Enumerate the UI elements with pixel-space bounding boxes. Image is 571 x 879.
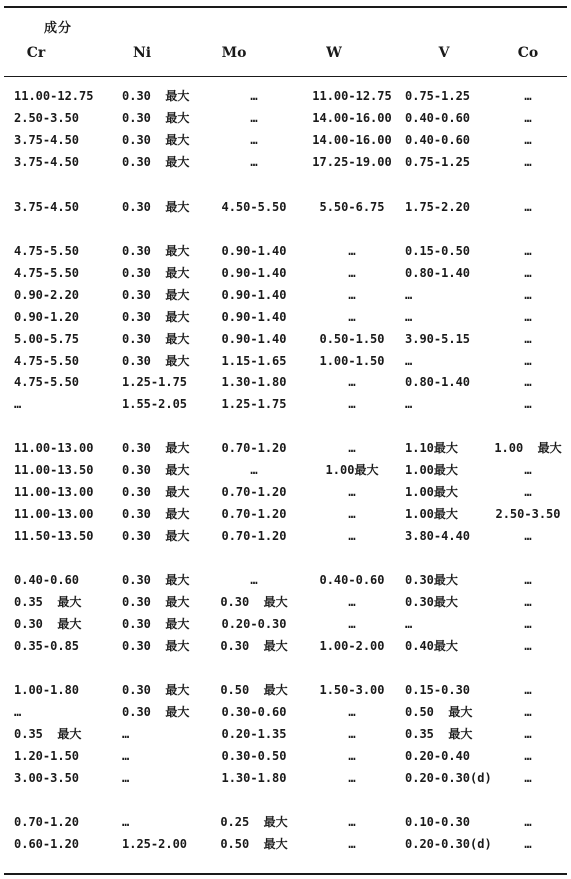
table-cell-cr: 0.35-0.85 — [14, 639, 80, 653]
table-cell-w: … — [348, 815, 356, 829]
table-cell-v: 0.40-0.60 — [405, 111, 471, 125]
table-cell-co: 2.50-3.50 — [495, 507, 561, 521]
table-cell-v: 1.00最大 — [405, 485, 458, 499]
table-cell-ni: 0.30 最大 — [122, 200, 190, 214]
table-cell-cr: … — [14, 397, 22, 411]
table-cell-co: … — [524, 485, 532, 499]
table-cell-ni: 0.30 最大 — [122, 310, 190, 324]
table-cell-mo: 0.90-1.40 — [221, 266, 287, 280]
table-cell-mo: 1.30-1.80 — [221, 375, 287, 389]
table-cell-mo: 0.70-1.20 — [221, 507, 287, 521]
table-cell-co: … — [524, 155, 532, 169]
table-cell-mo: … — [250, 155, 258, 169]
table-cell-ni: 0.30 最大 — [122, 683, 190, 697]
table-cell-cr: 4.75-5.50 — [14, 354, 80, 368]
table-cell-v: 0.15-0.30 — [405, 683, 471, 697]
table-cell-ni: 0.30 最大 — [122, 639, 190, 653]
table-cell-mo: … — [250, 133, 258, 147]
table-row — [0, 263, 571, 283]
table-row — [0, 285, 571, 305]
table-cell-co: … — [524, 288, 532, 302]
table-cell-mo: 0.25 最大 — [220, 815, 288, 829]
table-cell-w: 5.50-6.75 — [319, 200, 385, 214]
table-bottom-rule — [4, 873, 567, 875]
table-cell-cr: 3.75-4.50 — [14, 200, 80, 214]
table-cell-cr: 2.50-3.50 — [14, 111, 80, 125]
column-header-cr: Cr — [26, 45, 46, 61]
table-cell-co: … — [524, 815, 532, 829]
table-row — [0, 460, 571, 480]
table-cell-w: … — [348, 441, 356, 455]
table-cell-w: … — [348, 705, 356, 719]
table-cell-w: … — [348, 375, 356, 389]
table-row — [0, 592, 571, 612]
table-row — [0, 108, 571, 128]
table-cell-cr: 11.00-13.00 — [14, 485, 94, 499]
table-cell-w: 11.00-12.75 — [312, 89, 392, 103]
table-cell-ni: 0.30 最大 — [122, 595, 190, 609]
table-cell-co: … — [524, 837, 532, 851]
table-cell-v: 0.40-0.60 — [405, 133, 471, 147]
table-row — [0, 241, 571, 261]
table-row — [0, 504, 571, 524]
table-row — [0, 614, 571, 634]
table-row — [0, 636, 571, 656]
table-cell-w: … — [348, 617, 356, 631]
table-cell-w: 1.00-2.00 — [319, 639, 385, 653]
table-cell-cr: 0.35 最大 — [14, 727, 82, 741]
table-cell-ni: 0.30 最大 — [122, 133, 190, 147]
table-cell-v: 0.75-1.25 — [405, 155, 471, 169]
table-cell-v: 0.50 最大 — [405, 705, 473, 719]
table-cell-ni: 0.30 最大 — [122, 573, 190, 587]
table-cell-v: … — [405, 354, 413, 368]
table-row — [0, 351, 571, 371]
table-cell-ni: 0.30 最大 — [122, 155, 190, 169]
table-cell-ni: 0.30 最大 — [122, 507, 190, 521]
table-cell-mo: 4.50-5.50 — [221, 200, 287, 214]
table-row — [0, 812, 571, 832]
table-cell-v: … — [405, 397, 413, 411]
table-cell-v: … — [405, 288, 413, 302]
table-cell-v: 0.15-0.50 — [405, 244, 471, 258]
table-cell-mo: 1.25-1.75 — [221, 397, 287, 411]
table-cell-w: … — [348, 727, 356, 741]
table-cell-v: 0.40最大 — [405, 639, 458, 653]
table-cell-v: 0.20-0.30(d) — [405, 771, 492, 785]
table-cell-ni: 0.30 最大 — [122, 705, 190, 719]
table-row — [0, 130, 571, 150]
table-cell-ni: 0.30 最大 — [122, 244, 190, 258]
table-cell-cr: 0.40-0.60 — [14, 573, 80, 587]
table-cell-co: … — [524, 639, 532, 653]
table-cell-v: … — [405, 310, 413, 324]
table-cell-ni: 1.25-1.75 — [122, 375, 188, 389]
table-cell-ni: … — [122, 727, 130, 741]
table-cell-w: 0.40-0.60 — [319, 573, 385, 587]
table-cell-co: … — [524, 354, 532, 368]
table-cell-cr: 3.00-3.50 — [14, 771, 80, 785]
table-row — [0, 372, 571, 392]
table-cell-cr: 5.00-5.75 — [14, 332, 80, 346]
table-cell-co: 1.00 最大 — [494, 441, 562, 455]
table-cell-co: … — [524, 705, 532, 719]
table-cell-mo: 0.20-0.30 — [221, 617, 287, 631]
table-row — [0, 746, 571, 766]
table-cell-v: 0.80-1.40 — [405, 375, 471, 389]
table-cell-v: 1.00最大 — [405, 463, 458, 477]
table-cell-cr: 11.00-13.00 — [14, 441, 94, 455]
table-cell-mo: 0.50 最大 — [220, 837, 288, 851]
table-cell-ni: … — [122, 749, 130, 763]
table-row — [0, 724, 571, 744]
table-cell-w: … — [348, 485, 356, 499]
table-cell-co: … — [524, 529, 532, 543]
table-cell-cr: 1.00-1.80 — [14, 683, 80, 697]
table-cell-ni: 0.30 最大 — [122, 89, 190, 103]
table-cell-w: 1.50-3.00 — [319, 683, 385, 697]
table-cell-ni: 0.30 最大 — [122, 266, 190, 280]
table-cell-ni: 0.30 最大 — [122, 617, 190, 631]
table-cell-co: … — [524, 463, 532, 477]
table-cell-mo: 0.90-1.40 — [221, 332, 287, 346]
column-header-v: V — [438, 45, 450, 61]
table-cell-w: … — [348, 244, 356, 258]
table-cell-w: … — [348, 310, 356, 324]
table-cell-co: … — [524, 727, 532, 741]
table-cell-co: … — [524, 310, 532, 324]
column-header-w: W — [326, 45, 342, 61]
table-cell-w: 0.50-1.50 — [319, 332, 385, 346]
table-cell-cr: 4.75-5.50 — [14, 266, 80, 280]
table-cell-w: 1.00-1.50 — [319, 354, 385, 368]
table-cell-cr: 11.00-12.75 — [14, 89, 94, 103]
table-cell-v: 0.10-0.30 — [405, 815, 471, 829]
table-cell-ni: … — [122, 771, 130, 785]
table-cell-cr: 4.75-5.50 — [14, 244, 80, 258]
table-cell-ni: 0.30 最大 — [122, 288, 190, 302]
table-cell-w: … — [348, 397, 356, 411]
table-cell-v: 3.90-5.15 — [405, 332, 471, 346]
table-row — [0, 197, 571, 217]
table-cell-w: 14.00-16.00 — [312, 133, 392, 147]
table-cell-mo: 1.30-1.80 — [221, 771, 287, 785]
table-cell-w: … — [348, 595, 356, 609]
table-cell-mo: 0.20-1.35 — [221, 727, 287, 741]
column-header-ni: Ni — [132, 45, 152, 61]
table-cell-mo: 0.90-1.40 — [221, 310, 287, 324]
table-cell-v: 0.30最大 — [405, 573, 458, 587]
table-cell-co: … — [524, 133, 532, 147]
table-cell-cr: 1.20-1.50 — [14, 749, 80, 763]
table-cell-co: … — [524, 595, 532, 609]
table-cell-w: … — [348, 266, 356, 280]
table-cell-v: 0.20-0.40 — [405, 749, 471, 763]
table-cell-w: 1.00最大 — [325, 463, 379, 477]
table-cell-w: … — [348, 771, 356, 785]
table-cell-ni: 0.30 最大 — [122, 111, 190, 125]
table-row — [0, 307, 571, 327]
column-header-mo: Mo — [221, 45, 247, 61]
table-cell-mo: 1.15-1.65 — [221, 354, 287, 368]
table-cell-ni: 0.30 最大 — [122, 529, 190, 543]
table-cell-mo: 0.30 最大 — [220, 639, 288, 653]
table-cell-mo: 0.70-1.20 — [221, 441, 287, 455]
table-cell-ni: 0.30 最大 — [122, 354, 190, 368]
table-cell-mo: 0.90-1.40 — [221, 288, 287, 302]
table-cell-v: 1.75-2.20 — [405, 200, 471, 214]
table-cell-w: … — [348, 837, 356, 851]
table-cell-mo: 0.30-0.60 — [221, 705, 287, 719]
table-cell-co: … — [524, 771, 532, 785]
table-cell-v: 0.75-1.25 — [405, 89, 471, 103]
table-cell-ni: 0.30 最大 — [122, 485, 190, 499]
table-cell-ni: 0.30 最大 — [122, 463, 190, 477]
table-cell-w: … — [348, 529, 356, 543]
table-cell-cr: 4.75-5.50 — [14, 375, 80, 389]
table-cell-w: 17.25-19.00 — [312, 155, 392, 169]
table-cell-co: … — [524, 111, 532, 125]
table-cell-co: … — [524, 375, 532, 389]
table-row — [0, 702, 571, 722]
table-row — [0, 482, 571, 502]
table-cell-cr: 3.75-4.50 — [14, 155, 80, 169]
table-cell-co: … — [524, 749, 532, 763]
table-cell-co: … — [524, 332, 532, 346]
table-row — [0, 86, 571, 106]
table-cell-mo: 0.30-0.50 — [221, 749, 287, 763]
table-cell-co: … — [524, 683, 532, 697]
table-cell-ni: 1.25-2.00 — [122, 837, 188, 851]
table-cell-mo: 0.50 最大 — [220, 683, 288, 697]
table-cell-v: 0.30最大 — [405, 595, 458, 609]
table-row — [0, 526, 571, 546]
table-cell-co: … — [524, 244, 532, 258]
table-row — [0, 329, 571, 349]
table-cell-cr: 0.70-1.20 — [14, 815, 80, 829]
table-cell-mo: … — [250, 573, 258, 587]
table-cell-cr: 0.35 最大 — [14, 595, 82, 609]
table-cell-v: 3.80-4.40 — [405, 529, 471, 543]
table-cell-v: … — [405, 617, 413, 631]
group-header: 成分 — [44, 21, 73, 36]
table-row — [0, 680, 571, 700]
table-cell-cr: … — [14, 705, 22, 719]
table-cell-co: … — [524, 200, 532, 214]
table-cell-co: … — [524, 397, 532, 411]
table-cell-cr: 11.00-13.00 — [14, 507, 94, 521]
table-cell-cr: 3.75-4.50 — [14, 133, 80, 147]
table-cell-w: … — [348, 288, 356, 302]
table-cell-v: 1.10最大 — [405, 441, 458, 455]
table-cell-ni: 0.30 最大 — [122, 441, 190, 455]
table-cell-cr: 0.30 最大 — [14, 617, 82, 631]
table-row — [0, 438, 571, 458]
table-cell-cr: 0.90-2.20 — [14, 288, 80, 302]
table-cell-mo: … — [250, 89, 258, 103]
table-cell-w: … — [348, 507, 356, 521]
table-row — [0, 394, 571, 414]
table-cell-cr: 0.90-1.20 — [14, 310, 80, 324]
table-cell-v: 0.80-1.40 — [405, 266, 471, 280]
table-row — [0, 152, 571, 172]
table-cell-mo: … — [250, 463, 258, 477]
table-cell-cr: 11.50-13.50 — [14, 529, 94, 543]
table-cell-ni: … — [122, 815, 130, 829]
table-cell-co: … — [524, 573, 532, 587]
table-cell-v: 0.20-0.30(d) — [405, 837, 492, 851]
table-cell-mo: 0.70-1.20 — [221, 485, 287, 499]
table-cell-v: 1.00最大 — [405, 507, 458, 521]
table-cell-co: … — [524, 617, 532, 631]
table-cell-co: … — [524, 89, 532, 103]
table-cell-mo: … — [250, 111, 258, 125]
table-row — [0, 570, 571, 590]
table-cell-mo: 0.70-1.20 — [221, 529, 287, 543]
table-cell-cr: 11.00-13.50 — [14, 463, 94, 477]
table-cell-co: … — [524, 266, 532, 280]
column-header-co: Co — [517, 45, 539, 61]
table-cell-ni: 0.30 最大 — [122, 332, 190, 346]
table-cell-mo: 0.90-1.40 — [221, 244, 287, 258]
table-cell-v: 0.35 最大 — [405, 727, 473, 741]
table-cell-w: 14.00-16.00 — [312, 111, 392, 125]
table-cell-w: … — [348, 749, 356, 763]
table-cell-mo: 0.30 最大 — [220, 595, 288, 609]
table-row — [0, 768, 571, 788]
table-cell-ni: 1.55-2.05 — [122, 397, 188, 411]
table-cell-cr: 0.60-1.20 — [14, 837, 80, 851]
table-row — [0, 834, 571, 854]
